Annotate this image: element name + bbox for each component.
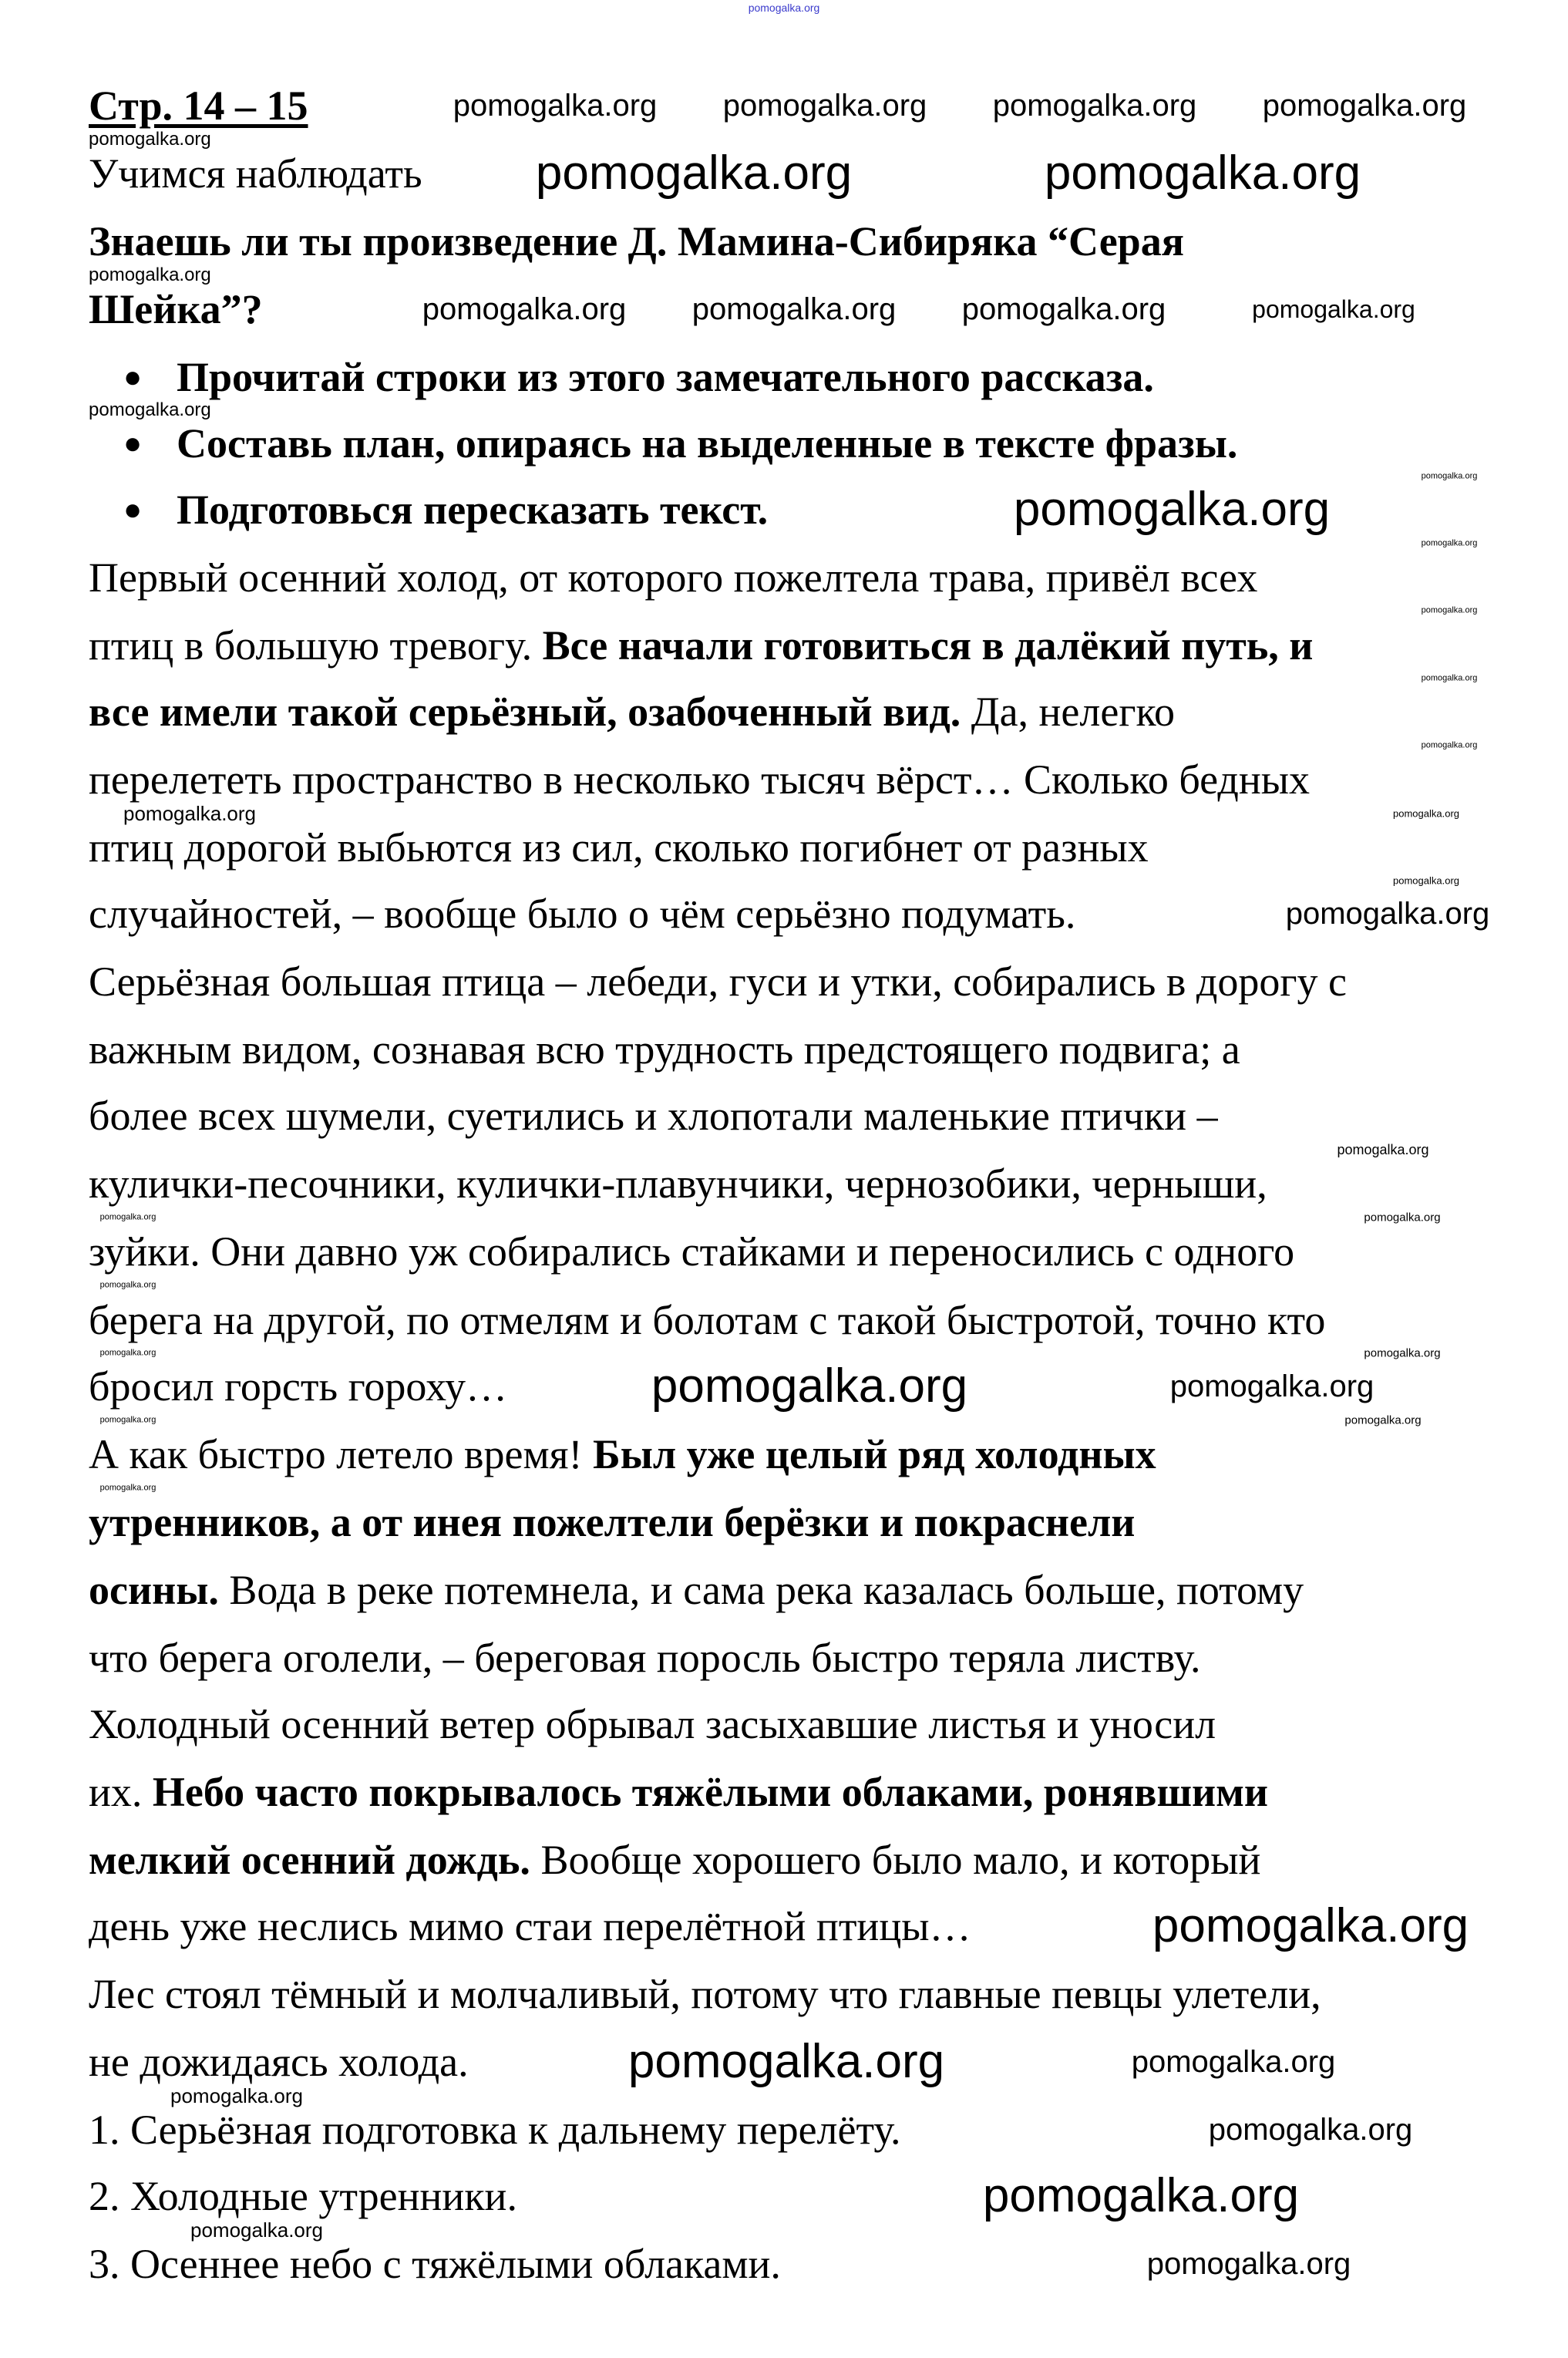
watermark: pomogalka.org	[1013, 483, 1331, 536]
text-line	[89, 622, 1314, 669]
watermark: pomogalka.org	[992, 89, 1197, 123]
watermark: pomogalka.org	[651, 1359, 968, 1413]
text-line: что берега оголели, – береговая поросль быстро теряла листву.	[89, 1635, 1201, 1681]
watermark: pomogalka.org	[1152, 1899, 1469, 1952]
watermark: pomogalka.org	[1337, 1142, 1429, 1157]
watermark: pomogalka.org	[1131, 2045, 1336, 2079]
text-line: перелететь пространство в несколько тысяч вёрст… Сколько бедных	[89, 756, 1311, 803]
watermark: pomogalka.org	[89, 264, 211, 285]
watermark: pomogalka.org	[1252, 295, 1415, 323]
watermark: pomogalka.org	[190, 2218, 323, 2242]
watermark: pomogalka.org	[961, 292, 1166, 326]
bullet-icon: ●	[123, 426, 143, 460]
text-plain: их.	[89, 1769, 153, 1815]
task-item: Составь план, опираясь на выделенные в тексте фразы.	[177, 420, 1238, 467]
text-line: важным видом, сознавая всю трудность предстоящего подвига; а	[89, 1026, 1240, 1073]
question-line: Знаешь ли ты произведение Д. Мамина-Сибиряка “Серая	[89, 218, 1184, 264]
watermark: pomogalka.org	[89, 399, 211, 420]
bullet-icon: ●	[123, 492, 143, 527]
text-highlight: Все начали готовиться в далёкий путь, и	[542, 622, 1314, 669]
watermark: pomogalka.org	[170, 2084, 303, 2107]
watermark: pomogalka.org	[123, 802, 256, 825]
watermark: pomogalka.org	[422, 292, 627, 326]
text-plain: А как быстро летело время!	[89, 1431, 593, 1477]
plan-item: 2. Холодные утренники.	[89, 2173, 517, 2219]
text-line: случайностей, – вообще было о чём серьёзно подумать.	[89, 891, 1076, 937]
text-line: берега на другой, по отмелям и болотам с такой быстротой, точно кто	[89, 1297, 1326, 1343]
text-highlight: Небо часто покрывалось тяжёлыми облаками, ронявшими	[152, 1769, 1269, 1815]
watermark: pomogalka.org	[1393, 807, 1459, 820]
watermark: pomogalka.org	[1364, 1211, 1441, 1224]
text-line: Первый осенний холод, от которого пожелтела трава, привёл всех	[89, 554, 1258, 601]
text-plain: Вода в реке потемнела, и сама река казалась больше, потому	[218, 1567, 1304, 1613]
watermark: pomogalka.org	[99, 1415, 156, 1425]
text-plain: Да, нелегко	[961, 689, 1175, 735]
watermark: pomogalka.org	[691, 292, 897, 326]
watermark: pomogalka.org	[1421, 538, 1478, 548]
task-item: Прочитай строки из этого замечательного рассказа.	[177, 354, 1154, 400]
text-line	[89, 691, 1175, 733]
text-line: не дожидаясь холода.	[89, 2039, 469, 2085]
text-line: зуйки. Они давно уж собирались стайками и переносились с одного	[89, 1228, 1295, 1275]
text-line: Холодный осенний ветер обрывал засыхавшие листья и уносил	[89, 1701, 1216, 1747]
watermark: pomogalka.org	[1262, 89, 1467, 123]
text-highlight: все имели такой серьёзный, озабоченный вид.	[89, 689, 961, 735]
text-highlight: мелкий осенний дождь.	[89, 1837, 530, 1883]
plan-item: 1. Серьёзная подготовка к дальнему перелёту.	[89, 2107, 901, 2153]
watermark: pomogalka.org	[535, 147, 853, 200]
watermark: pomogalka.org	[89, 129, 211, 150]
text-line	[89, 1771, 1268, 1813]
text-line: птиц дорогой выбьются из сил, сколько погибнет от разных	[89, 824, 1149, 871]
text-highlight: Был уже целый ряд холодных	[593, 1431, 1156, 1477]
text-line: Лес стоял тёмный и молчаливый, потому что главные певцы улетели,	[89, 1971, 1321, 2017]
watermark: pomogalka.org	[1421, 673, 1478, 683]
watermark: pomogalka.org	[1421, 740, 1478, 750]
text-line: Серьёзная большая птица – лебеди, гуси и утки, собирались в дорогу с	[89, 958, 1348, 1005]
watermark: pomogalka.org	[1208, 2113, 1413, 2147]
watermark: pomogalka.org	[1146, 2247, 1351, 2281]
watermark: pomogalka.org	[748, 2, 820, 14]
text-line	[89, 1839, 1260, 1881]
text-line: день уже неслись мимо стаи перелётной птицы…	[89, 1903, 971, 1949]
plan-item: 3. Осеннее небо с тяжёлыми облаками.	[89, 2241, 781, 2287]
text-line: бросил горсть гороху…	[89, 1363, 508, 1410]
watermark: pomogalka.org	[1421, 605, 1478, 615]
text-line	[89, 1569, 1304, 1611]
watermark: pomogalka.org	[99, 1212, 156, 1222]
watermark: pomogalka.org	[722, 89, 927, 123]
text-plain: Вообще хорошего было мало, и который	[530, 1837, 1261, 1883]
text-line: более всех шумели, суетились и хлопотали маленькие птички –	[89, 1093, 1218, 1139]
watermark: pomogalka.org	[99, 1348, 156, 1358]
watermark: pomogalka.org	[982, 2169, 1300, 2222]
question-line: Шейка”?	[89, 286, 263, 332]
section-subtitle: Учимся наблюдать	[89, 150, 422, 197]
text-line: утренников, а от инея пожелтели берёзки и покраснели	[89, 1499, 1136, 1545]
watermark: pomogalka.org	[1285, 897, 1490, 931]
watermark: pomogalka.org	[453, 89, 658, 123]
page-range-heading: Стр. 14 – 15	[89, 83, 308, 129]
watermark: pomogalka.org	[99, 1483, 156, 1493]
text-highlight: осины.	[89, 1567, 219, 1613]
watermark: pomogalka.org	[1393, 874, 1459, 887]
watermark: pomogalka.org	[1044, 147, 1361, 200]
text-line	[89, 1433, 1156, 1475]
text-plain: птиц в большую тревогу.	[89, 622, 543, 669]
watermark: pomogalka.org	[1421, 471, 1478, 481]
watermark: pomogalka.org	[1169, 1369, 1375, 1403]
watermark: pomogalka.org	[1364, 1346, 1441, 1360]
watermark: pomogalka.org	[99, 1280, 156, 1290]
task-item: Подготовься пересказать текст.	[177, 487, 769, 533]
bullet-icon: ●	[123, 359, 143, 394]
text-line: кулички-песочники, кулички-плавунчики, чернозобики, черныши,	[89, 1160, 1267, 1207]
watermark: pomogalka.org	[1344, 1413, 1422, 1427]
watermark: pomogalka.org	[628, 2035, 945, 2088]
